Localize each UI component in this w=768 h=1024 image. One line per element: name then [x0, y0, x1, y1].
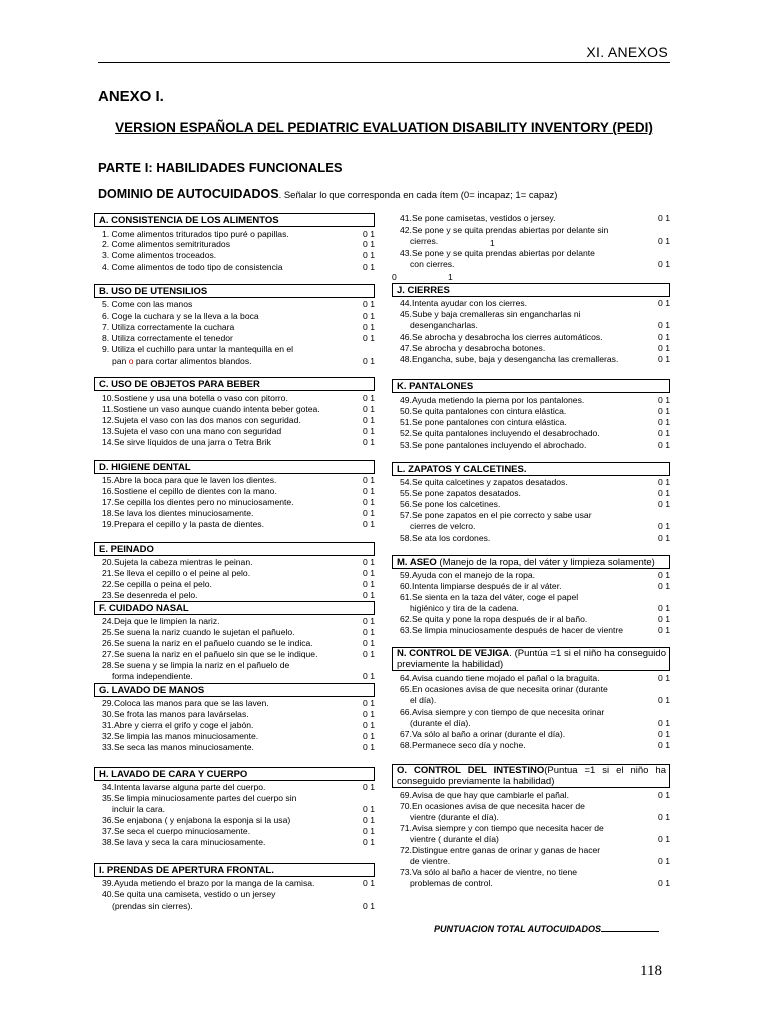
domain-instruction: . Señalar lo que corresponda en cada ítem (0= incapaz; 1= capaz) — [278, 190, 558, 201]
item-6: 6. Coge la cuchara y se la lleva a la boca 0 1 — [102, 311, 375, 321]
item-57-cont: cierres de velcro. 0 1 — [410, 521, 670, 531]
section-m-note: (Manejo de la ropa, del váter y limpieza solamente) — [436, 557, 655, 568]
item-61: 61.Se sienta en la taza del váter, coge el papel — [400, 592, 579, 602]
item-5: 5. Come con las manos 0 1 — [102, 299, 375, 309]
item-8: 8. Utiliza correctamente el tenedor 0 1 — [102, 333, 375, 343]
section-a-header: A. CONSISTENCIA DE LOS ALIMENTOS — [94, 213, 375, 227]
section-j-header: J. CIERRES — [392, 283, 670, 297]
item-52: 52.Se quita pantalones incluyendo el desabrochado. 0 1 — [400, 428, 670, 438]
item-19: 19.Prepara el cepillo y la pasta de dientes. 0 1 — [102, 519, 375, 529]
item-30: 30.Se frota las manos para lavárselas. 0 1 — [102, 709, 375, 719]
document-title: VERSION ESPAÑOLA DEL PEDIATRIC EVALUATION DISABILITY INVENTORY (PEDI) — [115, 120, 653, 135]
item-70-cont: vientre (durante el día). 0 1 — [410, 812, 670, 822]
section-o-note: (Puntua =1 si el niño ha conseguido previamente la habilidad) — [397, 765, 666, 787]
section-d-header: D. HIGIENE DENTAL — [94, 460, 375, 474]
item-69: 69.Avisa de que hay que cambiarle el pañal. 0 1 — [400, 790, 670, 800]
item-41: 41.Se pone camisetas, vestidos o jersey. 0 1 — [400, 213, 670, 223]
item-66: 66.Avisa siempre y con tiempo de que necesita orinar — [400, 707, 605, 717]
item-29: 29.Coloca las manos para que se las laven. 0 1 — [102, 698, 375, 708]
item-51: 51.Se pone pantalones con cintura elástica. 0 1 — [400, 417, 670, 427]
item-33: 33.Se seca las manos minuciosamente. 0 1 — [102, 742, 375, 752]
item-2: 2. Come alimentos semitriturados 0 1 — [102, 239, 375, 249]
section-b-header: B. USO DE UTENSILIOS — [94, 284, 375, 298]
stray-mark: 0 — [392, 272, 397, 282]
item-32: 32.Se limpia las manos minuciosamente. 0 1 — [102, 731, 375, 741]
item-25: 25.Se suena la nariz cuando le sujetan el pañuelo. 0 1 — [102, 627, 375, 637]
item-38: 38.Se lava y seca la cara minuciosamente. 0 1 — [102, 837, 375, 847]
section-i-header: I. PRENDAS DE APERTURA FRONTAL. — [94, 863, 375, 877]
item-40-cont: (prendas sin cierres). 0 1 — [112, 901, 375, 911]
item-45-cont: desengancharlas. 0 1 — [410, 320, 670, 330]
item-67: 67.Va sólo al baño a orinar (durante el día). 0 1 — [400, 729, 670, 739]
section-h-header: H. LAVADO DE CARA Y CUERPO — [94, 767, 375, 781]
item-40: 40.Se quita una camiseta, vestido o un jersey — [102, 889, 276, 899]
item-73-cont: problemas de control. 0 1 — [410, 878, 670, 888]
part-heading: PARTE I: HABILIDADES FUNCIONALES — [98, 160, 343, 175]
item-57: 57.Se pone zapatos en el pie correcto y sabe usar — [400, 510, 592, 520]
item-23: 23.Se desenreda el pelo. 0 1 — [102, 590, 375, 600]
item-4: 4. Come alimentos de todo tipo de consistencia 0 1 — [102, 262, 375, 272]
annex-heading: ANEXO I. — [98, 88, 164, 105]
item-9: 9. Utiliza el cuchillo para untar la mantequilla en el — [102, 344, 294, 354]
section-c-header: C. USO DE OBJETOS PARA BEBER — [94, 377, 375, 391]
domain-heading — [98, 187, 557, 201]
item-20: 20.Sujeta la cabeza mientras le peinan. 0 1 — [102, 557, 375, 567]
item-26: 26.Se suena la nariz en el pañuelo cuando se le indica. 0 1 — [102, 638, 375, 648]
item-27: 27.Se suena la nariz en el pañuelo sin que se le indique. 0 1 — [102, 649, 375, 659]
item-61-cont: higiénico y tira de la cadena. 0 1 — [410, 603, 670, 613]
item-16: 16.Sostiene el cepillo de dientes con la mano. 0 1 — [102, 486, 375, 496]
item-1: 1. Come alimentos triturados tipo puré o papillas. 0 1 — [102, 229, 375, 239]
item-71: 71.Avisa siempre y con tiempo que necesita hacer de — [400, 823, 604, 833]
item-63: 63.Se limpia minuciosamente después de hacer de vientre 0 1 — [400, 625, 670, 635]
item-34: 34.Intenta lavarse alguna parte del cuerpo. 0 1 — [102, 782, 375, 792]
item-42: 42.Se pone y se quita prendas abiertas por delante sin — [400, 225, 609, 235]
item-50: 50.Se quita pantalones con cintura elástica. 0 1 — [400, 406, 670, 416]
section-o-header — [392, 764, 670, 788]
item-71-cont: vientre ( durante el día) 0 1 — [410, 834, 670, 844]
item-62: 62.Se quita y pone la ropa después de ir al baño. 0 1 — [400, 614, 670, 624]
item-55: 55.Se pone zapatos desatados. 0 1 — [400, 488, 670, 498]
item-49: 49.Ayuda metiendo la pierna por los pantalones. 0 1 — [400, 395, 670, 405]
item-65: 65.En ocasiones avisa de que necesita orinar (durante — [400, 684, 608, 694]
stray-mark: 1 — [490, 238, 495, 248]
section-o-title: O. CONTROL DEL INTESTINO — [397, 765, 545, 776]
item-28: 28.Se suena y se limpia la nariz en el pañuelo de — [102, 660, 290, 670]
section-e-header: E. PEINADO — [94, 542, 375, 556]
item-64: 64.Avisa cuando tiene mojado el pañal o la braguita. 0 1 — [400, 673, 670, 683]
running-header: XI. ANEXOS — [586, 44, 668, 60]
section-m-title: M. ASEO — [397, 557, 437, 568]
item-59: 59.Ayuda con el manejo de la ropa. 0 1 — [400, 570, 670, 580]
item-14: 14.Se sirve líquidos de una jarra o Tetra Brik 0 1 — [102, 437, 375, 447]
item-73: 73.Va sólo al baño a hacer de vientre, no tiene — [400, 867, 578, 877]
item-56: 56.Se pone los calcetines. 0 1 — [400, 499, 670, 509]
item-39: 39.Ayuda metiendo el brazo por la manga de la camisa. 0 1 — [102, 878, 375, 888]
total-score-label: PUNTUACION TOTAL AUTOCUIDADOS — [434, 923, 659, 934]
item-24: 24.Deja que le limpien la nariz. 0 1 — [102, 616, 375, 626]
item-36: 36.Se enjabona ( y enjabona la esponja si la usa) 0 1 — [102, 815, 375, 825]
item-53: 53.Se pone pantalones incluyendo el abrochado. 0 1 — [400, 440, 670, 450]
header-rule — [98, 62, 670, 63]
item-46: 46.Se abrocha y desabrocha los cierres automáticos. 0 1 — [400, 332, 670, 342]
page-number: 118 — [640, 963, 662, 979]
item-13: 13.Sujeta el vaso con una mano con seguridad 0 1 — [102, 426, 375, 436]
item-58: 58.Se ata los cordones. 0 1 — [400, 533, 670, 543]
item-65-cont: el día). 0 1 — [410, 695, 670, 705]
item-60: 60.Intenta limpiarse después de ir al váter. 0 1 — [400, 581, 670, 591]
item-3: 3. Come alimentos troceados. 0 1 — [102, 250, 375, 260]
section-n-header — [392, 647, 670, 671]
item-18: 18.Se lava los dientes minuciosamente. 0 1 — [102, 508, 375, 518]
total-score-blank[interactable] — [601, 923, 659, 932]
item-35-cont: incluir la cara. 0 1 — [112, 804, 375, 814]
section-k-header: K. PANTALONES — [392, 379, 670, 393]
stray-mark: 1 — [448, 272, 453, 282]
item-7: 7. Utiliza correctamente la cuchara 0 1 — [102, 322, 375, 332]
item-43-cont: con cierres. 0 1 — [410, 259, 670, 269]
item-12: 12.Sujeta el vaso con las dos manos con seguridad. 0 1 — [102, 415, 375, 425]
item-42-cont: cierres. 0 1 — [410, 236, 670, 246]
item-9-cont: pan o para cortar alimentos blandos. 0 1 — [112, 356, 375, 366]
item-54: 54.Se quita calcetines y zapatos desatados. 0 1 — [400, 477, 670, 487]
item-22: 22.Se cepilla o peina el pelo. 0 1 — [102, 579, 375, 589]
item-11: 11.Sostiene un vaso aunque cuando intenta beber gotea. 0 1 — [102, 404, 375, 414]
section-m-header — [392, 555, 670, 569]
item-15: 15.Abre la boca para que le laven los dientes. 0 1 — [102, 475, 375, 485]
item-28-cont: forma independiente. 0 1 — [112, 671, 375, 681]
item-37: 37.Se seca el cuerpo minuciosamente. 0 1 — [102, 826, 375, 836]
item-21: 21.Se lleva el cepillo o el peine al pelo. 0 1 — [102, 568, 375, 578]
item-72: 72.Distingue entre ganas de orinar y ganas de hacer — [400, 845, 601, 855]
item-68: 68.Permanece seco día y noche. 0 1 — [400, 740, 670, 750]
item-66-cont: (durante el día). 0 1 — [410, 718, 670, 728]
item-35: 35.Se limpia minuciosamente partes del cuerpo sin — [102, 793, 297, 803]
item-45: 45.Sube y baja cremalleras sin engancharlas ni — [400, 309, 581, 319]
section-n-title: N. CONTROL DE VEJIGA — [397, 648, 510, 659]
section-n-note: . (Puntúa =1 si el niño ha conseguido previamente la habilidad) — [397, 648, 666, 670]
section-l-header: L. ZAPATOS Y CALCETINES. — [392, 462, 670, 476]
item-43: 43.Se pone y se quita prendas abiertas por delante — [400, 248, 595, 258]
item-70: 70.En ocasiones avisa de que necesita hacer de — [400, 801, 585, 811]
item-48: 48.Engancha, sube, baja y desengancha las cremalleras. 0 1 — [400, 354, 670, 364]
item-72-cont: de vientre. 0 1 — [410, 856, 670, 866]
item-31: 31.Abre y cierra el grifo y coge el jabón. 0 1 — [102, 720, 375, 730]
item-10: 10.Sostiene y usa una botella o vaso con pitorro. 0 1 — [102, 393, 375, 403]
item-17: 17.Se cepilla los dientes pero no minuciosamente. 0 1 — [102, 497, 375, 507]
section-f-header: F. CUIDADO NASAL — [94, 601, 375, 615]
highlighted-or: o — [128, 356, 134, 366]
item-47: 47.Se abrocha y desabrocha botones. 0 1 — [400, 343, 670, 353]
domain-title: DOMINIO DE AUTOCUIDADOS — [98, 187, 279, 201]
item-44: 44.Intenta ayudar con los cierres. 0 1 — [400, 298, 670, 308]
section-g-header: G. LAVADO DE MANOS — [94, 683, 375, 697]
